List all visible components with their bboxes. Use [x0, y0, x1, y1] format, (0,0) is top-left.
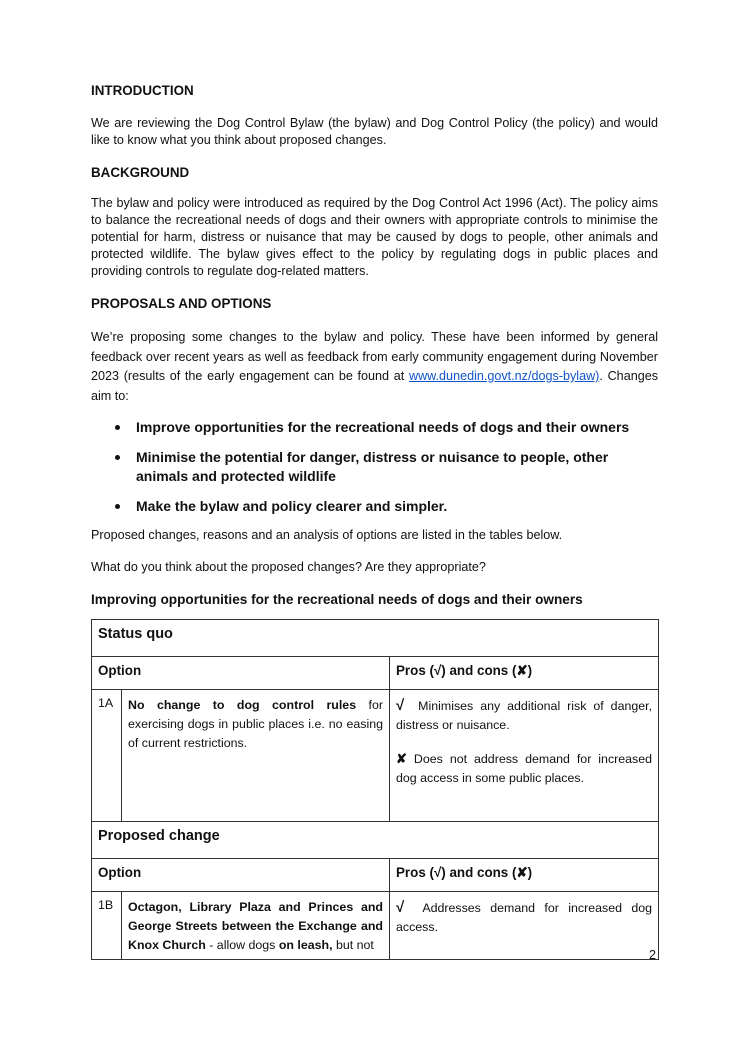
pros-cons-column-header: Pros (√) and cons (✘)	[390, 859, 659, 892]
aim-item: Improve opportunities for the recreational needs of dogs and their owners	[91, 418, 658, 437]
proposed-change-header: Proposed change	[92, 822, 659, 859]
bullet-icon	[115, 504, 120, 509]
tables-note: Proposed changes, reasons and an analysis of options are listed in the tables below.	[91, 528, 563, 542]
aim-item: Make the bylaw and policy clearer and simpler.	[91, 497, 658, 516]
pros-cons-cell: √ Minimises any additional risk of danger, distress or nuisance. ✘ Does not address demand for increased dog access in some public places.	[390, 690, 659, 822]
intro-heading: INTRODUCTION	[91, 83, 194, 98]
bullet-icon	[115, 455, 120, 460]
status-quo-header: Status quo	[92, 620, 659, 657]
table-row	[92, 690, 659, 822]
pros-cons-column-header: Pros (√) and cons (✘)	[390, 657, 659, 690]
dogs-bylaw-link[interactable]: www.dunedin.govt.nz/dogs-bylaw)	[408, 369, 600, 383]
page-number: 2	[649, 948, 657, 962]
option-description: No change to dog control rules for exercising dogs in public places i.e. no easing of current restrictions.	[122, 690, 390, 822]
options-table	[91, 619, 659, 960]
background-text: The bylaw and policy were introduced as required by the Dog Control Act 1996 (Act). The policy aims to balance the recreational needs of dogs and their owners with appropriate controls to minimise the potential for harm, distress or nuisance that may be caused by dogs to people, other animals and protected wildlife. The bylaw gives effect to the policy by regulating dogs in public places and providing controls to regulate dog-related matters.	[91, 196, 658, 278]
option-column-header: Option	[92, 859, 390, 892]
proposals-text: We’re proposing some changes to the bylaw and policy. These have been informed by general feedback over recent years as well as feedback from early community engagement during November 2023 (results of the early engagement can be found at www.dunedin.govt.nz/dogs-bylaw). Changes aim to:	[91, 330, 659, 403]
background-heading: BACKGROUND	[91, 165, 190, 180]
intro-text: We are reviewing the Dog Control Bylaw (the bylaw) and Dog Control Policy (the policy) and would like to know what you think about proposed changes.	[91, 116, 658, 147]
option-column-header: Option	[92, 657, 390, 690]
table-heading: Improving opportunities for the recreational needs of dogs and their owners	[91, 592, 583, 607]
table-row	[92, 892, 659, 960]
pros-cons-cell: √ Addresses demand for increased dog access.	[390, 892, 659, 960]
aim-item: Minimise the potential for danger, distress or nuisance to people, other animals and protected wildlife	[91, 448, 658, 486]
tick-icon: √	[396, 697, 405, 714]
bullet-icon	[115, 425, 120, 430]
option-number: 1A	[92, 690, 122, 822]
aims-list	[91, 418, 658, 516]
proposals-heading: PROPOSALS AND OPTIONS	[91, 296, 272, 311]
option-number: 1B	[92, 892, 122, 960]
tick-icon: √	[396, 899, 405, 916]
option-description: Octagon, Library Plaza and Princes and George Streets between the Exchange and Knox Church - allow dogs on leash, but not	[122, 892, 390, 960]
cross-icon: ✘	[396, 751, 407, 766]
feedback-question: What do you think about the proposed changes? Are they appropriate?	[91, 560, 486, 574]
